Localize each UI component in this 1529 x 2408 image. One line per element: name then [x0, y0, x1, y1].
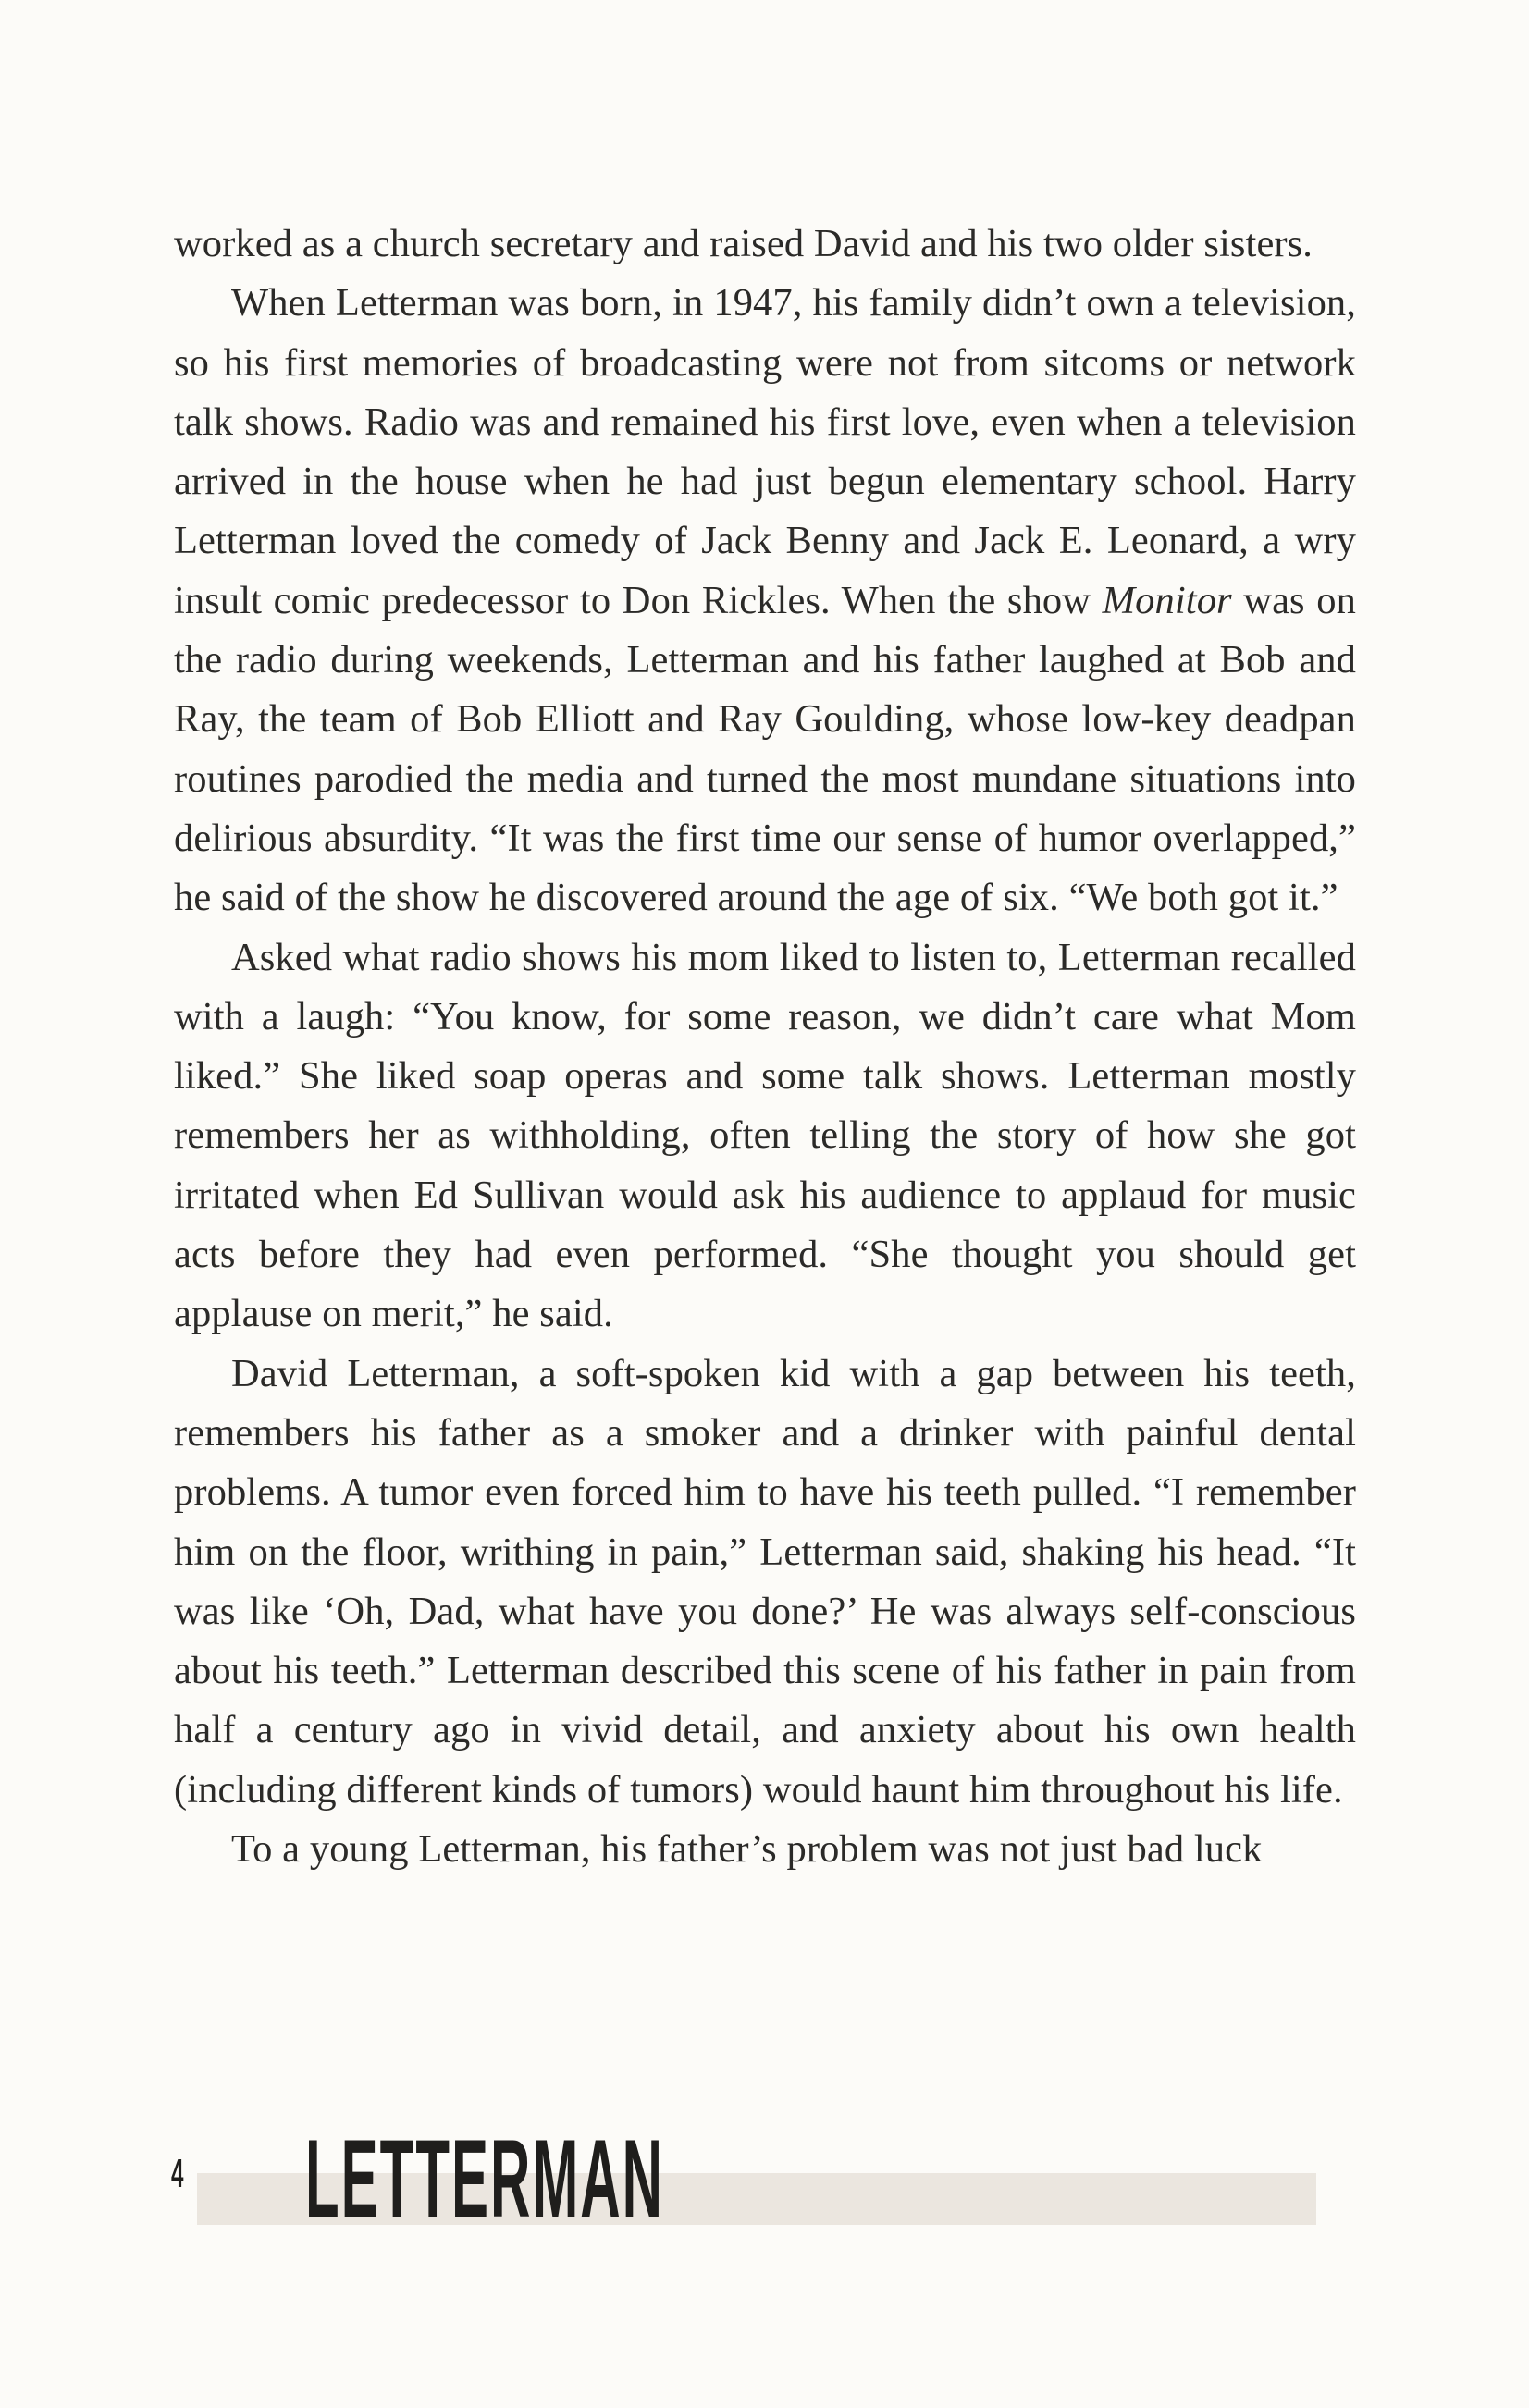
paragraph-continuation — [174, 215, 1356, 274]
text-segment: When Letterman was born, in 1947, his family didn’t own a television, so his first memories of broadcasting were not from sitcoms or network talk shows. Radio was and remained his first love, even when a television arrived in the house when he had just begun elementary school. Harry Letterman loved the comedy of Jack Benny and Jack E. Leonard, a wry insult comic predecessor to Don Rickles. When the show — [174, 281, 1356, 622]
page-number: 4 — [171, 2151, 184, 2196]
running-head: LETTERMAN — [305, 2117, 664, 2241]
body-text — [174, 215, 1356, 1879]
paragraph-mom — [174, 928, 1356, 1345]
paragraph-birth-radio — [174, 274, 1356, 928]
paragraph-young-letterman — [174, 1820, 1356, 1879]
text-segment: To a young Letterman, his father’s problem was not just bad luck — [231, 1827, 1263, 1872]
show-title-italic: Monitor — [1102, 578, 1232, 622]
paragraph-father-teeth — [174, 1345, 1356, 1820]
text-segment: David Letterman, a soft-spoken kid with a gap between his teeth, remembers his father as a smoker and a drinker with painful dental problems. A tumor even forced him to have his teeth pulled. “I remember him on the floor, writhing in pain,” Letterman said, shaking his head. “It was like ‘Oh, Dad, what have you done?’ He was always self-conscious about his teeth.” Letterman described this scene of his father in pain from half a century ago in vivid detail, and anxiety about his own health (including different kinds of tumors) would haunt him throughout his life. — [174, 1351, 1356, 1812]
text-segment: was on the radio during weekends, Letterman and his father laughed at Bob and Ray, the team of Bob Elliott and Ray Goulding, whose low-key deadpan routines parodied the media and turned the most mundane situations into delirious absurdity. “It was the first time our sense of humor overlapped,” he said of the show he discovered around the age of six. “We both got it.” — [174, 578, 1356, 920]
text-segment: worked as a church secretary and raised David and his two older sisters. — [174, 222, 1313, 265]
text-segment: Asked what radio shows his mom liked to listen to, Letterman recalled with a laugh: “You know, for some reason, we didn’t care what Mom liked.” She liked soap operas and some talk shows. Letterman mostly remembers her as withholding, often telling the story of how she got irritated when Ed Sullivan would ask his audience to applaud for music acts before they had even performed. “She thought you should get applause on merit,” he said. — [174, 935, 1356, 1336]
page-footer — [0, 2118, 1529, 2247]
